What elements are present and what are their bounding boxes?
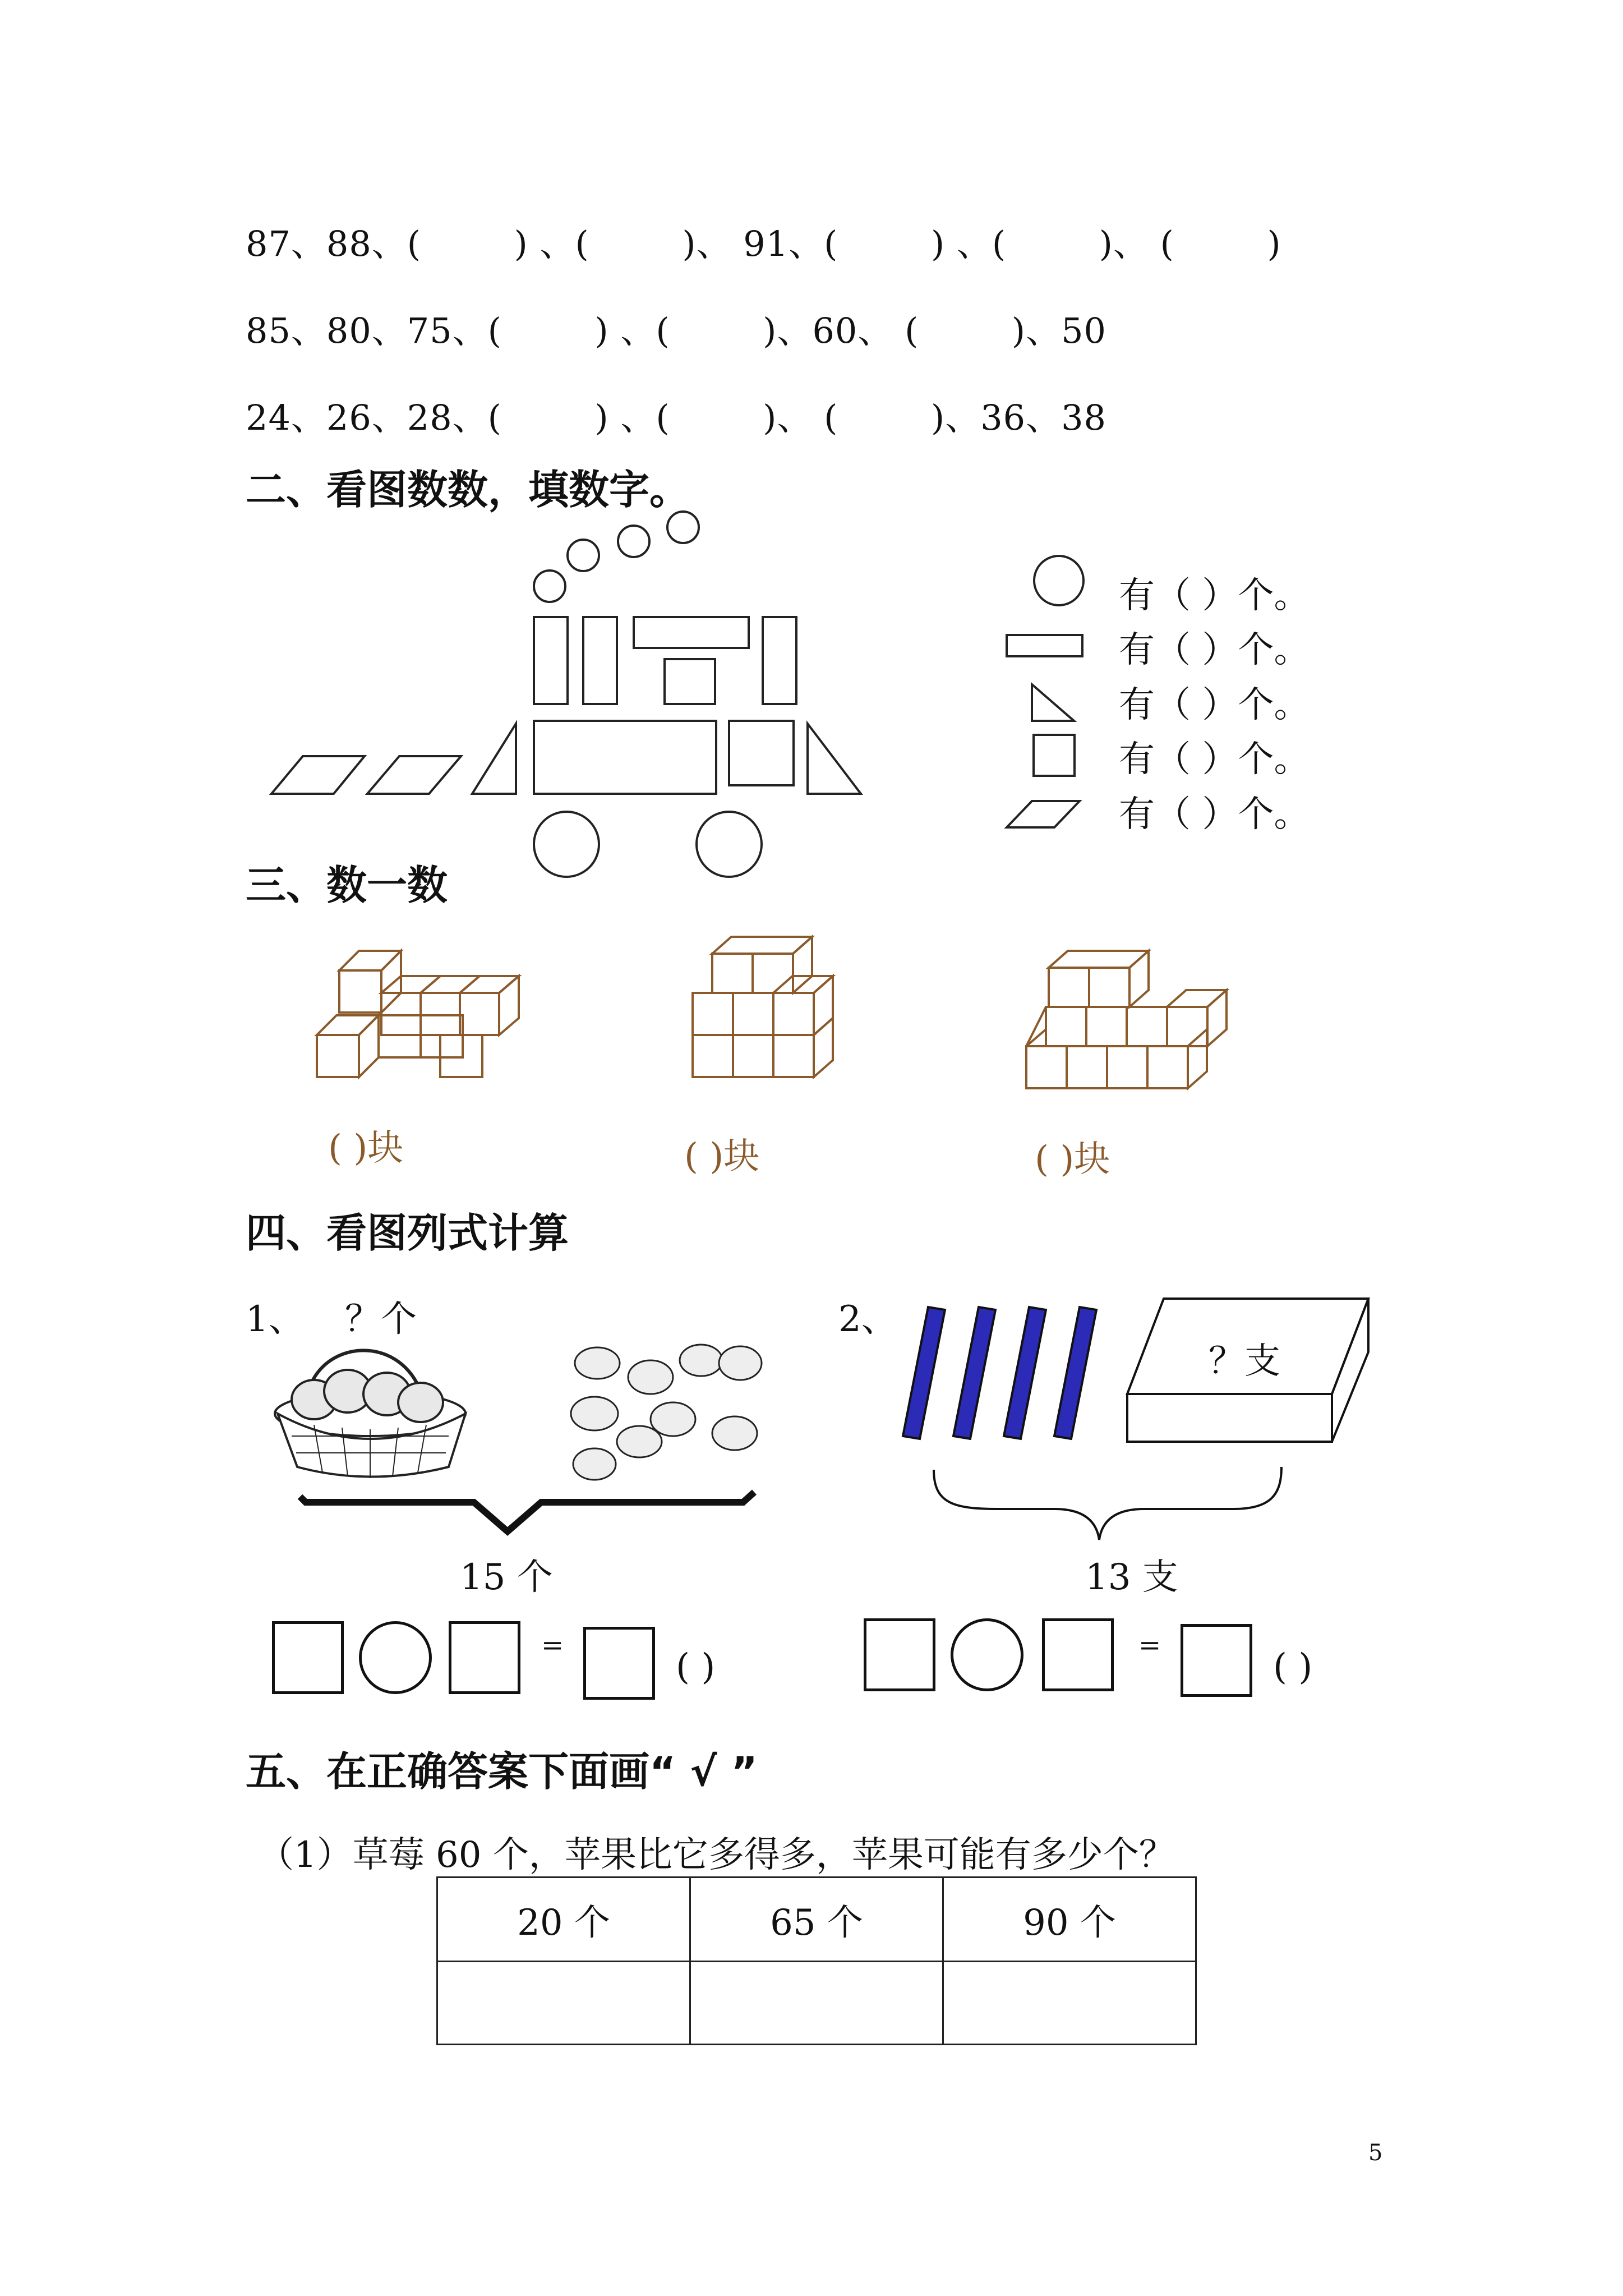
pens-brace bbox=[934, 1467, 1281, 1540]
option-cell: 65 个 bbox=[690, 1878, 943, 1962]
eq2-unit: ( ) bbox=[1273, 1646, 1313, 1688]
eq1-box-2[interactable] bbox=[449, 1621, 520, 1694]
pears-total-label: 15 个 bbox=[460, 1557, 553, 1598]
eq1-unit: ( ) bbox=[676, 1646, 716, 1688]
eq1-circle[interactable] bbox=[359, 1621, 432, 1694]
eq2-answer-box[interactable] bbox=[1181, 1624, 1252, 1697]
option-cell: 90 个 bbox=[943, 1878, 1196, 1962]
pears-brace bbox=[300, 1492, 754, 1531]
eq2-equals: = bbox=[1138, 1630, 1161, 1661]
count-answer-square: 有（ ）个。 bbox=[1119, 739, 1310, 780]
check-cell[interactable] bbox=[437, 1962, 690, 2045]
page-number: 5 bbox=[1368, 2140, 1383, 2166]
cube-answer-1: ( )块 bbox=[328, 1128, 404, 1169]
check-cell[interactable] bbox=[943, 1962, 1196, 2045]
cube-answer-3: ( )块 bbox=[1035, 1139, 1110, 1180]
eq1-equals: = bbox=[541, 1630, 564, 1661]
check-cell[interactable] bbox=[690, 1962, 943, 2045]
sequence-row-1: 87、88、( ) 、( )、 91、( ) 、( )、 ( ) bbox=[246, 223, 1281, 264]
pens-image bbox=[903, 1307, 1096, 1439]
pens-total-label: 13 支 bbox=[1085, 1557, 1178, 1598]
question-1-text: （1）草莓 60 个，苹果比它多得多，苹果可能有多少个？ bbox=[258, 1834, 1175, 1876]
count-answer-triangle: 有（ ）个。 bbox=[1119, 684, 1310, 726]
option-cell: 20 个 bbox=[437, 1878, 690, 1962]
section-4-title: 四、看图列式计算 bbox=[246, 1209, 569, 1257]
section-2-title: 二、看图数数，填数字。 bbox=[246, 466, 690, 513]
eq2-box-1[interactable] bbox=[864, 1618, 935, 1691]
section-5-title: 五、在正确答案下面画“ √ ” bbox=[246, 1748, 758, 1795]
sequence-row-3: 24、26、28、( ) 、( )、 ( )、36、38 bbox=[246, 397, 1107, 438]
count-answer-parallelogram: 有（ ）个。 bbox=[1119, 794, 1310, 835]
box-question-label: ？支 bbox=[1209, 1341, 1280, 1382]
count-answer-rectangle: 有（ ）个。 bbox=[1119, 629, 1310, 671]
sequence-row-2: 85、80、75、( ) 、( )、60、 ( )、50 bbox=[246, 310, 1107, 351]
eq2-circle[interactable] bbox=[951, 1618, 1023, 1691]
loose-pears-image bbox=[571, 1345, 762, 1480]
eq2-box-2[interactable] bbox=[1042, 1618, 1114, 1691]
problem-1-number: 1、 bbox=[246, 1299, 305, 1340]
problem-2-number: 2、 bbox=[838, 1299, 897, 1340]
basket-of-pears-image bbox=[275, 1350, 465, 1478]
cube-answer-2: ( )块 bbox=[684, 1136, 760, 1177]
eq1-answer-box[interactable] bbox=[583, 1627, 655, 1700]
problem-1-question: ？个 bbox=[345, 1299, 417, 1340]
eq1-box-1[interactable] bbox=[272, 1621, 344, 1694]
answer-choice-table bbox=[436, 1876, 1197, 2045]
section-3-title: 三、数一数 bbox=[246, 862, 448, 909]
count-answer-circle: 有（ ）个。 bbox=[1119, 575, 1310, 616]
